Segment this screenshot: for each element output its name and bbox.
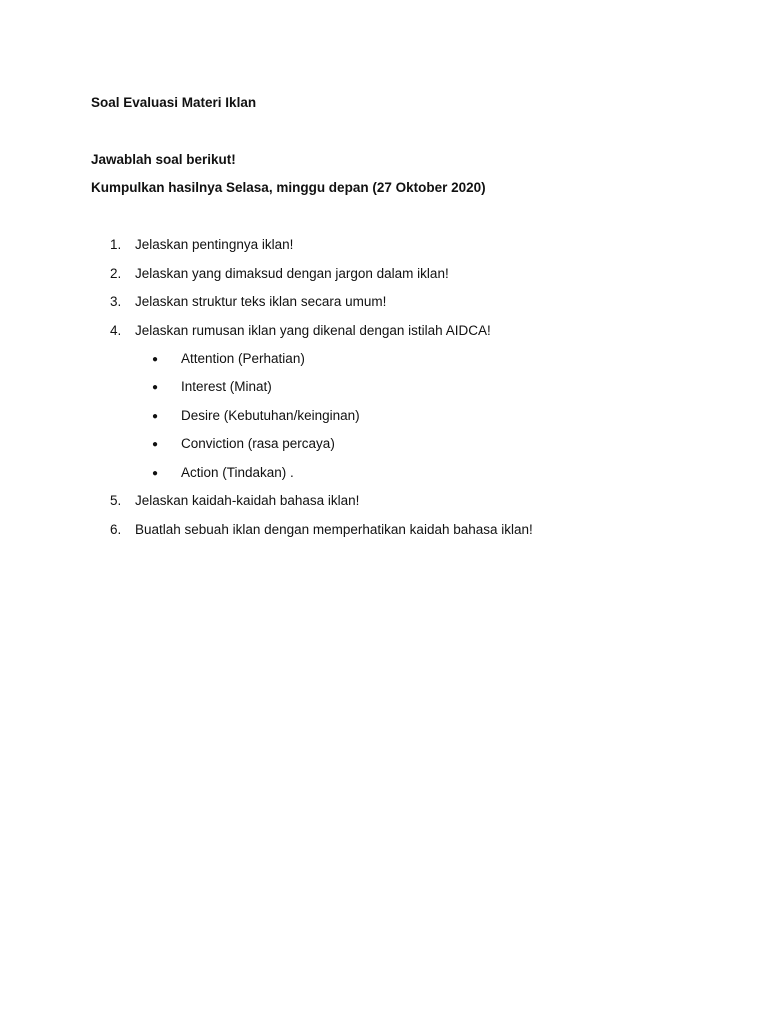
question-item [110,492,359,510]
aidca-bullet-item [152,378,272,397]
question-item [110,521,533,539]
question-text: Jelaskan kaidah-kaidah bahasa iklan! [135,493,360,508]
aidca-bullet-item [152,350,305,369]
aidca-text: Desire (Kebutuhan/keinginan) [181,408,360,423]
bullet-icon: ● [152,354,159,365]
question-text: Buatlah sebuah iklan dengan memperhatikan kaidah bahasa iklan! [135,522,533,537]
bullet-icon: ● [152,382,159,393]
question-text: Jelaskan rumusan iklan yang dikenal dengan istilah AIDCA! [135,323,491,338]
document-title: Soal Evaluasi Materi Iklan [91,95,257,110]
aidca-text: Action (Tindakan) . [181,465,294,480]
bullet-icon: ● [152,439,159,450]
aidca-bullet-item [152,435,335,454]
question-item [110,265,449,283]
question-number: 3. [110,294,122,309]
question-item [110,236,293,254]
question-item [110,293,386,311]
aidca-text: Interest (Minat) [181,379,272,394]
aidca-bullet-item [152,407,360,426]
bullet-icon: ● [152,468,159,479]
aidca-text: Attention (Perhatian) [181,351,305,366]
question-number: 2. [110,266,122,281]
bullet-icon: ● [152,411,159,422]
question-number: 4. [110,323,122,338]
question-number: 5. [110,493,122,508]
aidca-bullet-item [152,464,294,483]
instruction-answer: Jawablah soal berikut! [91,152,236,167]
question-text: Jelaskan struktur teks iklan secara umum! [135,294,387,309]
question-text: Jelaskan yang dimaksud dengan jargon dalam iklan! [135,266,449,281]
aidca-text: Conviction (rasa percaya) [181,436,335,451]
question-item [110,322,491,340]
question-number: 1. [110,237,122,252]
instruction-deadline: Kumpulkan hasilnya Selasa, minggu depan (27 Oktober 2020) [91,180,486,195]
question-number: 6. [110,522,122,537]
question-text: Jelaskan pentingnya iklan! [135,237,294,252]
